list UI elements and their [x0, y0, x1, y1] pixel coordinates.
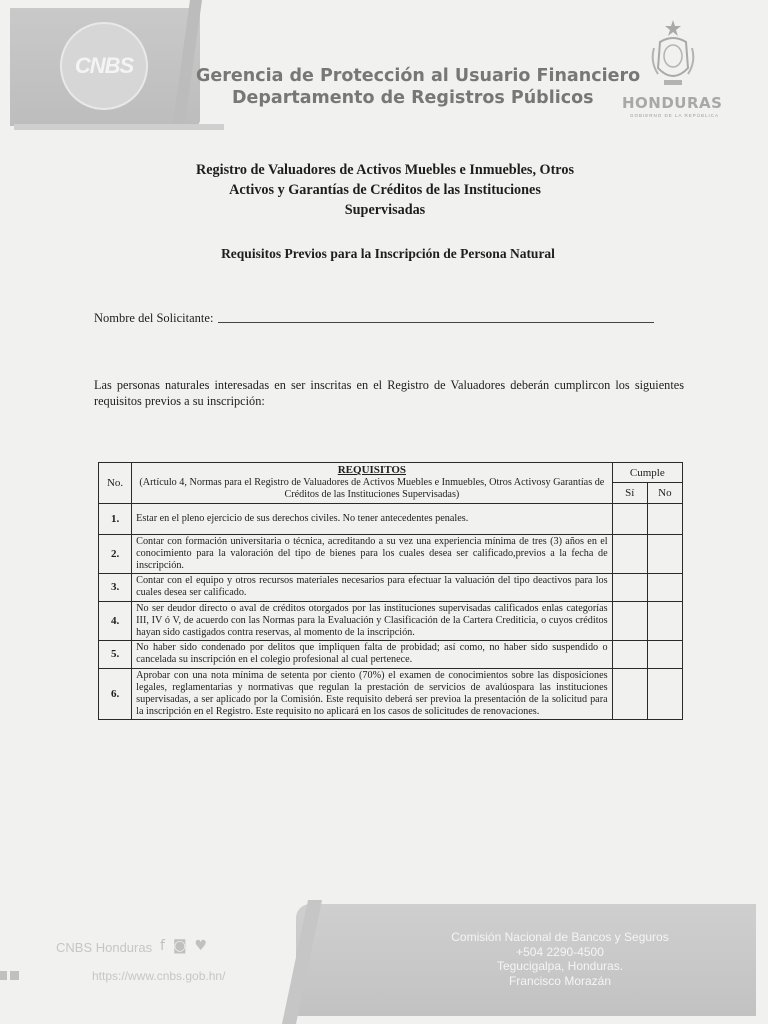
- header-cumple: Cumple: [612, 463, 682, 483]
- table-row: [99, 641, 683, 668]
- footer-website[interactable]: https://www.cnbs.gob.hn/: [92, 969, 226, 983]
- document-title: [120, 160, 650, 220]
- footer-org: Comisión Nacional de Bancos y Seguros: [451, 930, 669, 944]
- cnbs-logo-text: CNBS: [74, 53, 134, 78]
- row-number: 6.: [99, 668, 132, 720]
- table-row: [99, 534, 683, 574]
- row-number: 1.: [99, 503, 132, 534]
- footer-social-label: CNBS Honduras: [56, 940, 153, 955]
- web-icon: [0, 971, 28, 981]
- header-requirements: [132, 463, 612, 504]
- document-subtitle: Requisitos Previos para la Inscripción de Persona Natural: [221, 246, 555, 261]
- row-no-checkbox[interactable]: [647, 574, 682, 601]
- row-si-checkbox[interactable]: [612, 641, 647, 668]
- header-no: No.: [99, 463, 132, 504]
- row-number: 4.: [99, 601, 132, 641]
- header-requirements-title: REQUISITOS: [337, 464, 407, 476]
- row-no-checkbox[interactable]: [647, 641, 682, 668]
- table-row: [99, 601, 683, 641]
- footer-social-icons: [160, 938, 215, 954]
- row-si-checkbox[interactable]: [612, 503, 647, 534]
- header-line2: Departamento de Registros Públicos: [232, 88, 594, 108]
- table-row: [99, 503, 683, 534]
- table-row: [99, 668, 683, 720]
- title-line3: Supervisadas: [344, 202, 426, 218]
- row-number: 2.: [99, 534, 132, 574]
- row-number: 3.: [99, 574, 132, 601]
- footer-slash-decoration: [278, 900, 326, 1024]
- row-requirement-text: Aprobar con una nota mínima de setenta por ciento (70%) el examen de conocimientos sobre las disposiciones legales, reglamentarias y normativas que regulan la prestación de servicios de avalúospara las instituciones supervisadas, a ser aplicado por la Comisión. Este requisito deberá ser previoa la presentación de la solicitud para la inscripción en el Registro. Este requisito no aplicará en los casos de solicitudes de renovaciones.: [132, 668, 612, 720]
- cnbs-logo: [60, 22, 148, 110]
- row-si-checkbox[interactable]: [612, 574, 647, 601]
- country-subtitle: GOBIERNO DE LA REPÚBLICA: [630, 113, 720, 118]
- facebook-icon[interactable]: f: [160, 938, 173, 954]
- requirements-table: [98, 462, 683, 720]
- title-line2: Activos y Garantías de Créditos de las Instituciones: [229, 182, 541, 198]
- row-requirement-text: Contar con el equipo y otros recursos materiales necesarios para efectuar la valuación del tipo deactivos para los cuales desea ser calificado.: [132, 574, 612, 601]
- row-requirement-text: No haber sido condenado por delitos que impliquen falta de probidad; así como, no haber sido suspendido o cancelada su inscripción en el colegio profesional al cual pertenece.: [132, 641, 612, 668]
- table-row: [99, 574, 683, 601]
- header-no-check: No: [647, 483, 682, 503]
- intro-paragraph: Las personas naturales interesadas en ser inscritas en el Registro de Valuadores deberán cumplircon los siguientes requisitos previos a su inscripción:: [94, 378, 684, 408]
- row-requirement-text: Contar con formación universitaria o técnica, acreditando a su vez una experiencia mínima de tres (3) años en el conocimiento para la valoración del tipo de bienes para los cuales desea ser calificado,previos a la fecha de inscripción.: [132, 534, 612, 574]
- row-si-checkbox[interactable]: [612, 668, 647, 720]
- header-line1: Gerencia de Protección al Usuario Financiero: [196, 66, 641, 86]
- honduras-coat-of-arms-icon: [650, 18, 696, 90]
- footer-contact: [440, 930, 680, 988]
- row-requirement-text: Estar en el pleno ejercicio de sus derechos civiles. No tener antecedentes penales.: [132, 503, 612, 534]
- row-si-checkbox[interactable]: [612, 601, 647, 641]
- row-no-checkbox[interactable]: [647, 601, 682, 641]
- header-underline: [14, 124, 224, 130]
- header-slash-decoration: [168, 0, 208, 130]
- country-name: HONDURAS: [622, 94, 723, 112]
- row-no-checkbox[interactable]: [647, 503, 682, 534]
- footer-phone: +504 2290-4500: [516, 944, 604, 959]
- header-si: Sí: [612, 483, 647, 503]
- row-no-checkbox[interactable]: [647, 668, 682, 720]
- row-si-checkbox[interactable]: [612, 534, 647, 574]
- row-number: 5.: [99, 641, 132, 668]
- header-requirements-sub: (Artículo 4, Normas para el Registro de Valuadores de Activos Muebles e Inmuebles, Otros Activosy Garantías de Créditos de las Instituciones Supervisadas): [139, 477, 605, 501]
- instagram-icon[interactable]: ◙: [172, 938, 195, 954]
- footer-city: Tegucigalpa, Honduras.: [496, 959, 624, 973]
- row-no-checkbox[interactable]: [647, 534, 682, 574]
- applicant-name-field[interactable]: [218, 322, 654, 323]
- title-line1: Registro de Valuadores de Activos Muebles e Inmuebles, Otros: [196, 162, 574, 178]
- row-requirement-text: No ser deudor directo o aval de créditos otorgados por las instituciones supervisadas calificados enlas categorías III, IV ó V, de acuerdo con las Normas para la Evaluación y Clasificación de la Cartera Crediticia, o cuyos créditos hayan sido castigados contra reservas, al momento de la inscripción.: [132, 601, 612, 641]
- footer-dept: Francisco Morazán: [508, 973, 612, 988]
- applicant-label: Nombre del Solicitante:: [94, 311, 214, 325]
- twitter-icon[interactable]: ♥: [194, 938, 216, 954]
